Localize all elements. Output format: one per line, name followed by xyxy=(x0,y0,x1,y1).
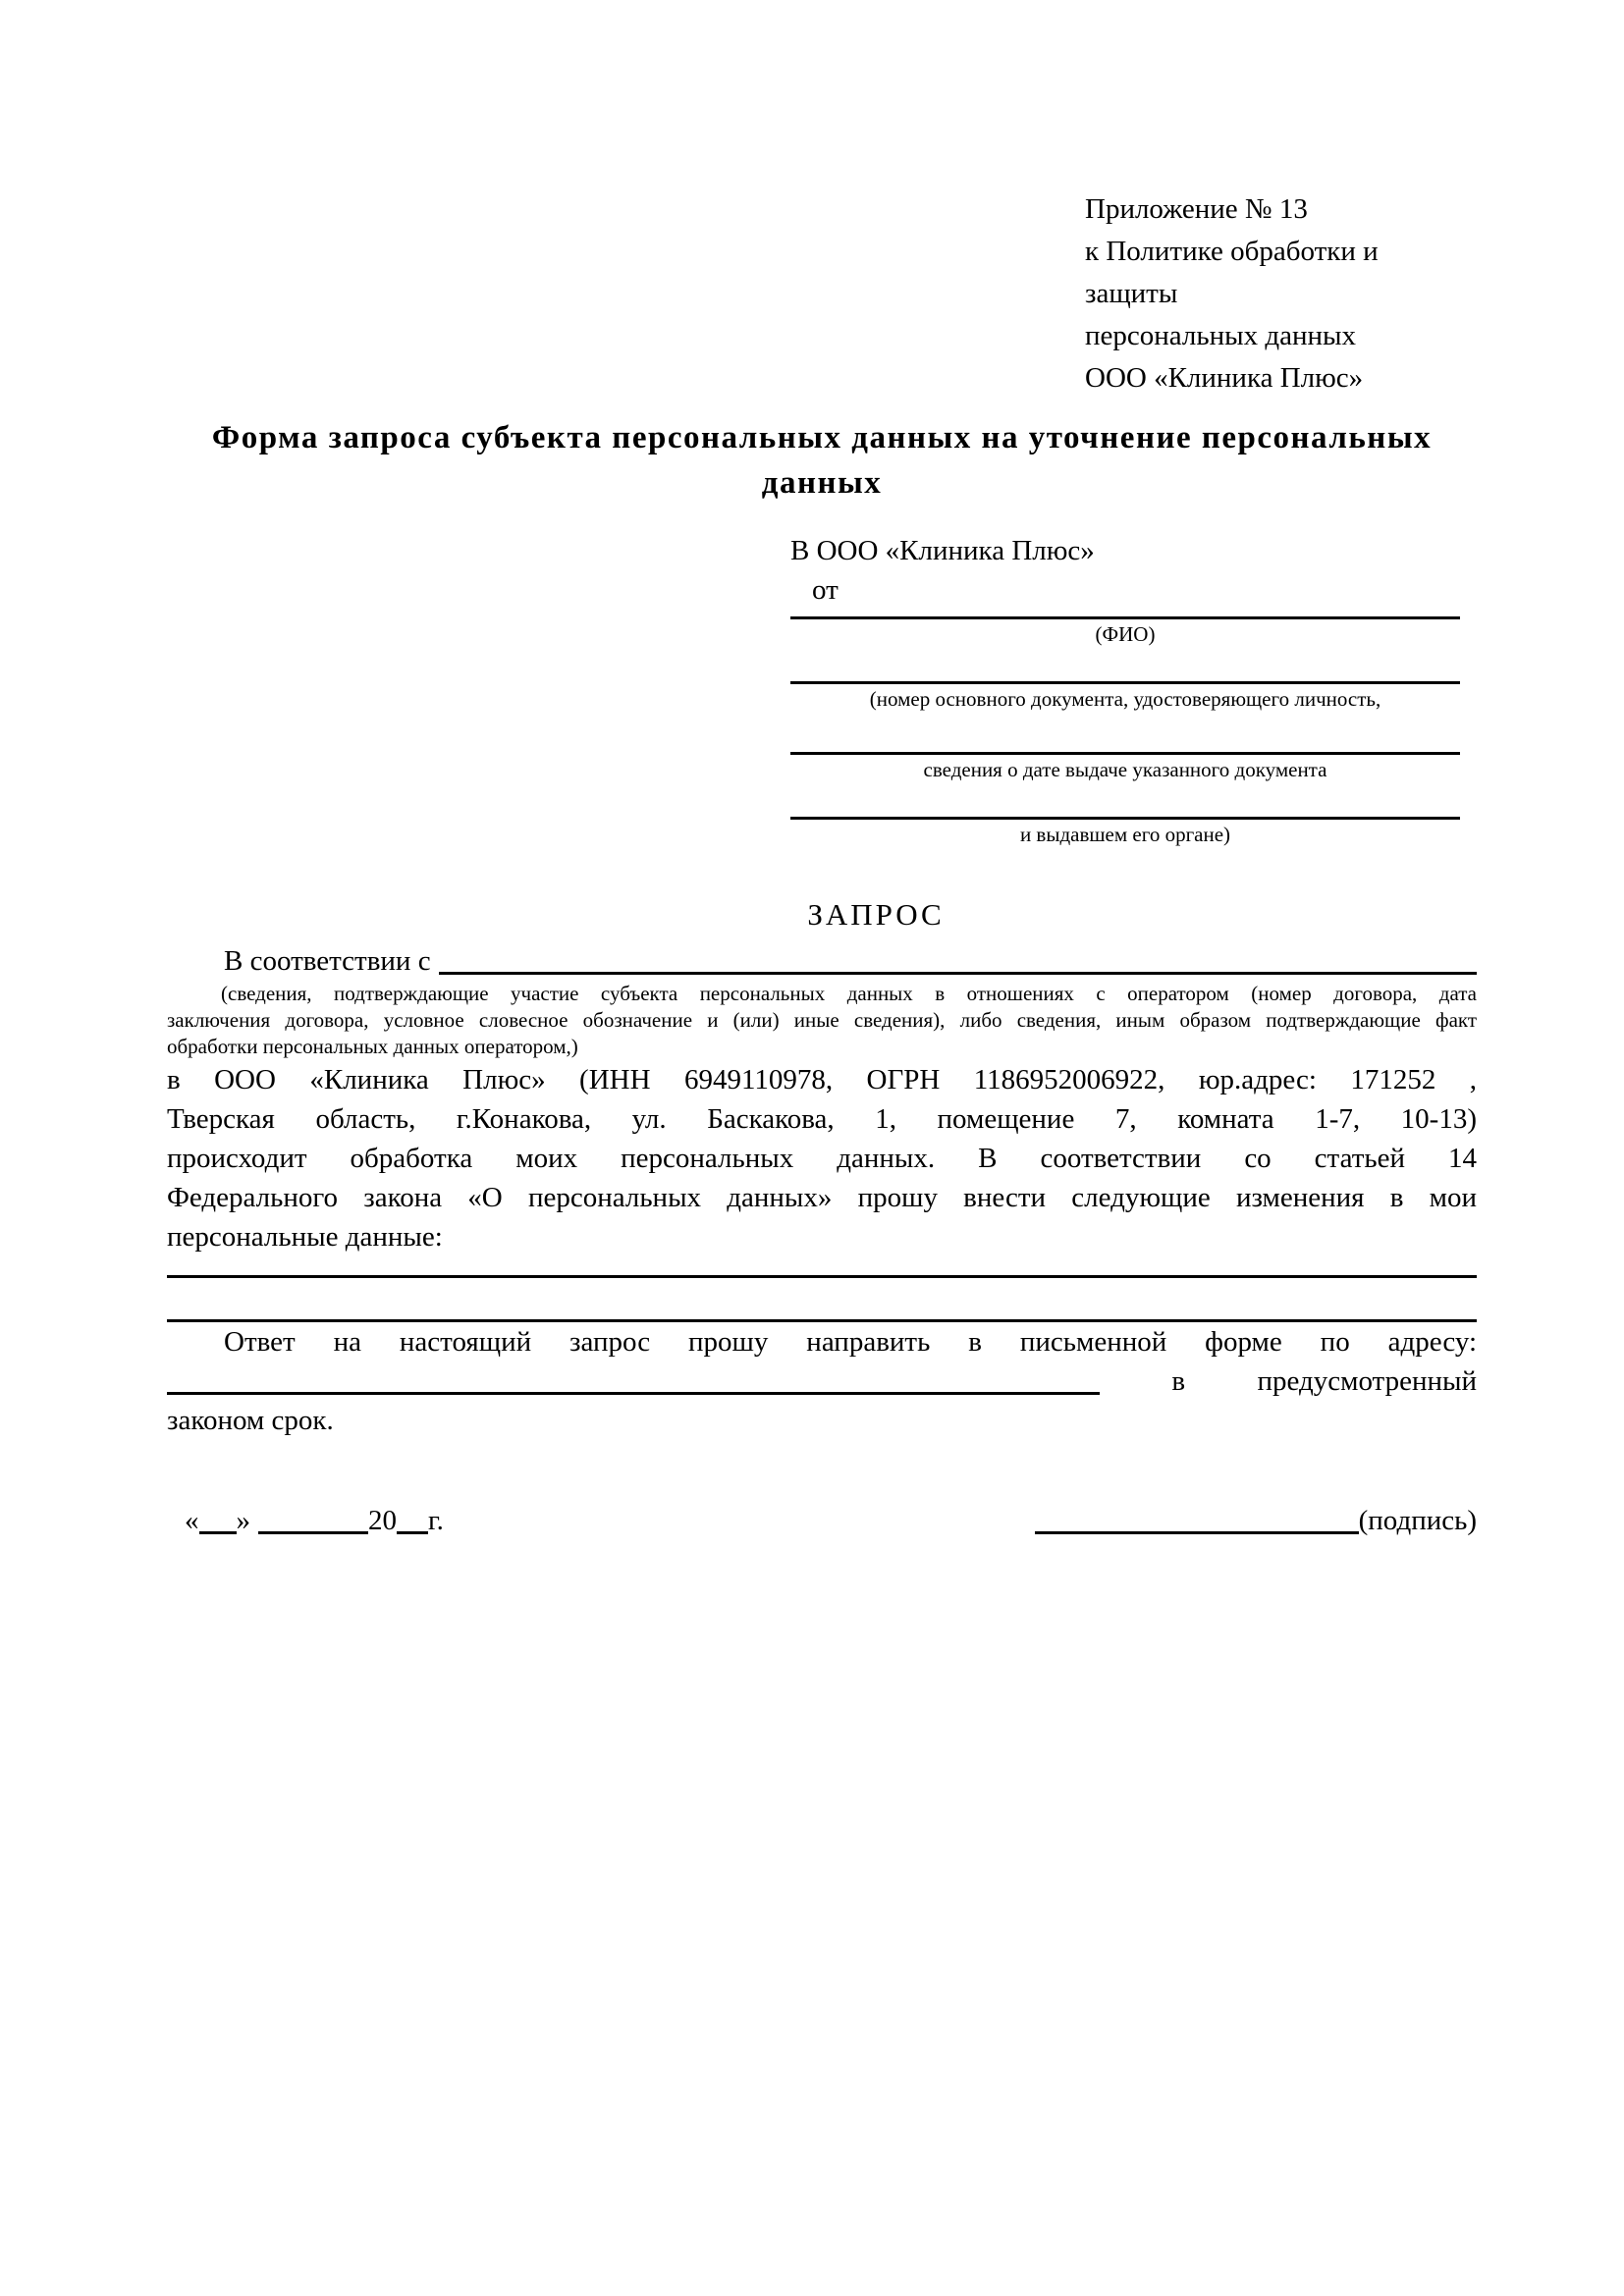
date-quote-open: « xyxy=(185,1505,199,1536)
request-body-line: в ООО «Клиника Плюс» (ИНН 6949110978, ОГРН 1186952006922, юр.адрес: 171252 , xyxy=(167,1064,1477,1095)
day-blank-line xyxy=(199,1530,237,1534)
addressee-organization: В ООО «Клиника Плюс» xyxy=(790,535,1095,566)
request-body-line: Федерального закона «О персональных данных» прошу внести следующие изменения в мои xyxy=(167,1182,1477,1213)
year-suffix: г. xyxy=(428,1505,444,1536)
request-heading: ЗАПРОС xyxy=(807,897,945,932)
fine-print-line: заключения договора, условное словесное обозначение и (или) иные сведения), либо сведения, иным образом подтверждающие факт xyxy=(167,1008,1477,1032)
identity-document-blank-line xyxy=(790,674,1460,684)
issuing-authority-caption: и выдавшем его органе) xyxy=(1019,823,1231,846)
year-blank-line xyxy=(397,1530,428,1534)
reply-end: законом срок. xyxy=(167,1405,334,1436)
identity-document-caption: (номер основного документа, удостоверяющего личность, xyxy=(869,687,1381,711)
issue-date-caption: сведения о дате выдаче указанного документа xyxy=(923,758,1327,781)
fio-caption: (ФИО) xyxy=(1095,622,1156,646)
annex-block xyxy=(1085,188,1477,400)
changes-blank-line xyxy=(167,1278,1477,1322)
changes-blank-line xyxy=(167,1256,1477,1278)
addressee-from-label: от xyxy=(812,574,839,606)
fio-blank-line xyxy=(790,610,1460,619)
addressee-block xyxy=(790,531,1460,849)
address-blank-line xyxy=(167,1392,1100,1395)
reply-instruction: Ответ на настоящий запрос прошу направить в письменной форме по адресу: xyxy=(224,1326,1477,1358)
fine-print-line: обработки персональных данных оператором,) xyxy=(167,1035,578,1058)
year-prefix: 20 xyxy=(368,1505,397,1536)
annex-line: ООО «Клиника Плюс» xyxy=(1085,362,1364,394)
signature-field xyxy=(1035,1501,1477,1540)
document-content xyxy=(167,0,1477,1540)
annex-line: к Политике обработки и защиты xyxy=(1085,236,1379,309)
request-body-line: персональные данные: xyxy=(167,1221,443,1253)
reply-word: в xyxy=(1171,1365,1186,1397)
form-title: Форма запроса субъекта персональных данных на уточнение персональных данных xyxy=(211,420,1433,501)
accordance-label: В соответствии с xyxy=(224,945,431,977)
signature-blank-line xyxy=(1035,1530,1359,1534)
accordance-row xyxy=(167,941,1477,981)
issuing-authority-blank-line xyxy=(790,810,1460,820)
request-body-line: Тверская область, г.Конакова, ул. Баскакова, 1, помещение 7, комната 1-7, 10-13) xyxy=(167,1103,1477,1135)
annex-line: Приложение № 13 xyxy=(1085,193,1308,225)
fine-print-line: (сведения, подтверждающие участие субъекта персональных данных в отношениях с оператором (номер договора, дата xyxy=(221,982,1477,1005)
date-field xyxy=(185,1501,444,1540)
accordance-blank-line xyxy=(439,972,1477,975)
date-signature-row xyxy=(167,1501,1477,1540)
month-blank-line xyxy=(258,1530,368,1534)
issue-date-blank-line xyxy=(790,745,1460,755)
date-quote-close: » xyxy=(236,1505,250,1536)
reply-word: предусмотренный xyxy=(1257,1365,1477,1397)
annex-line: персональных данных xyxy=(1085,320,1357,351)
request-body xyxy=(167,1060,1477,1256)
request-body-line: происходит обработка моих персональных данных. В соответствии со статьей 14 xyxy=(167,1143,1477,1174)
signature-caption: (подпись) xyxy=(1358,1505,1477,1536)
fine-print-note xyxy=(167,981,1477,1060)
reply-address-row xyxy=(167,1362,1477,1401)
